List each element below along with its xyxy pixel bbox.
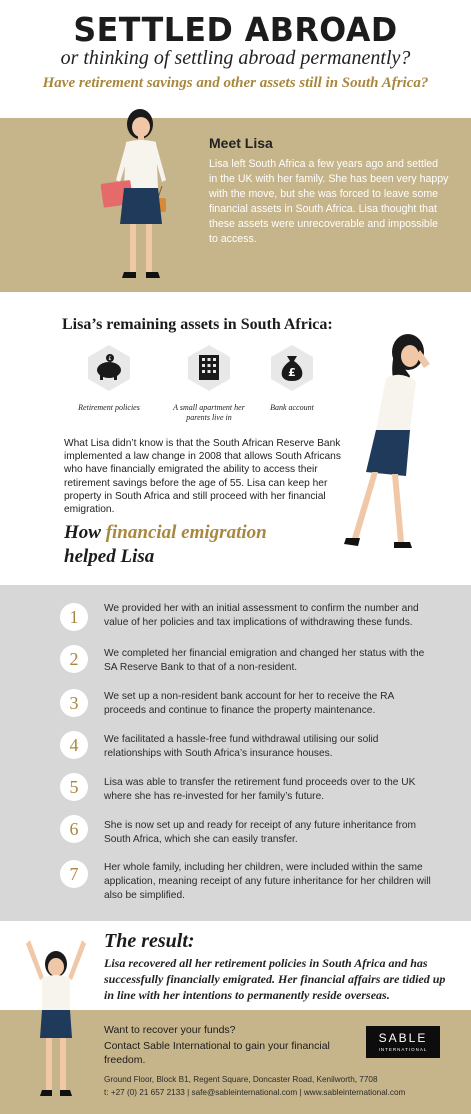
step-text: Lisa was able to transfer the retirement fund proceeds over to the UK where she has re-invested for her family’s future.: [104, 777, 416, 802]
result-paragraph: Lisa recovered all her retirement policies in South Africa and has successfully financially emigrated. Her financial affairs are tidied up in line with her intentions to permanently reside overseas.: [104, 956, 446, 1002]
how-suffix: helped Lisa: [64, 546, 155, 567]
page-question: Have retirement savings and other assets still in South Africa?: [42, 75, 429, 91]
money-bag-icon: [268, 344, 316, 392]
asset-label-retirement: Retirement policies: [78, 403, 140, 412]
page-subtitle: or thinking of settling abroad permanently?: [60, 47, 411, 69]
how-highlight: financial emigration: [105, 522, 267, 543]
building-icon: [185, 344, 233, 392]
step-text: We provided her with an initial assessment to confirm the number and value of her policies and tax implications of withdrawing these funds.: [104, 603, 419, 628]
step-number: 5: [60, 773, 88, 801]
svg-text:£: £: [288, 366, 296, 379]
result-heading: The result:: [104, 930, 195, 952]
asset-label-bank: Bank account: [270, 403, 314, 412]
step-text: We set up a non-resident bank account for her to receive the RA proceeds and continue to finance the property maintenance.: [104, 691, 394, 716]
step-text: Her whole family, including her children, were included within the same application, meaning receipt of any future inheritance for her children will also be simplified.: [104, 862, 431, 901]
meet-lisa-paragraph: Lisa left South Africa a few years ago and settled in the UK with her family. She has been very happy with the move, but she was forced to leave some financial assets in South Africa. Lisa thought that these assets were unrecoverable and impossible to access.: [209, 158, 449, 245]
step-number: 3: [60, 689, 88, 717]
footer-heading: Want to recover your funds?: [104, 1024, 236, 1036]
step-number: 6: [60, 815, 88, 843]
asset-label-apartment: A small apartment her parents live in: [173, 403, 245, 422]
step-number: 1: [60, 603, 88, 631]
assets-heading: Lisa’s remaining assets in South Africa:: [62, 316, 333, 333]
step-text: We completed her financial emigration and changed her status with the SA Reserve Bank to that of a non-resident.: [104, 648, 425, 673]
step-number: 7: [60, 860, 88, 888]
how-heading: [64, 521, 267, 569]
step-number: 4: [60, 731, 88, 759]
law-change-paragraph: What Lisa didn’t know is that the South African Reserve Bank implemented a law change in 2008 that allows South Africans who have financially emigrated the ability to access their retirement savings before the age of 55. Lisa can keep her property in South Africa and still proceed with her financial emigration.: [64, 438, 341, 516]
piggy-bank-icon: [85, 344, 133, 392]
sable-logo[interactable]: [366, 1026, 440, 1058]
footer-contact[interactable]: t: +27 (0) 21 657 2133 | safe@sableinternational.com | www.sableinternational.com: [104, 1088, 406, 1097]
lisa-standing-illustration: [96, 106, 186, 288]
how-prefix: How: [64, 522, 106, 543]
lisa-celebrating-legs-illustration: [22, 1010, 90, 1102]
step-number: 2: [60, 645, 88, 673]
step-text: We facilitated a hassle-free fund withdrawal utilising our solid relationships with South Africa’s insurance houses.: [104, 734, 379, 759]
footer-paragraph: Contact Sable International to gain your financial freedom.: [104, 1040, 330, 1066]
svg-text:£: £: [108, 356, 112, 362]
step-text: She is now set up and ready for receipt of any future inheritance from South Africa, which she can easily transfer.: [104, 820, 417, 845]
lisa-worried-illustration: [332, 330, 442, 556]
footer-address: Ground Floor, Block B1, Regent Square, Doncaster Road, Kenilworth, 7708: [104, 1075, 378, 1084]
meet-lisa-heading: Meet Lisa: [209, 135, 273, 151]
logo-sub-text: INTERNATIONAL: [378, 1047, 428, 1052]
page-title: SETTLED ABROAD: [73, 10, 398, 49]
logo-main-text: SABLE: [378, 1031, 428, 1045]
